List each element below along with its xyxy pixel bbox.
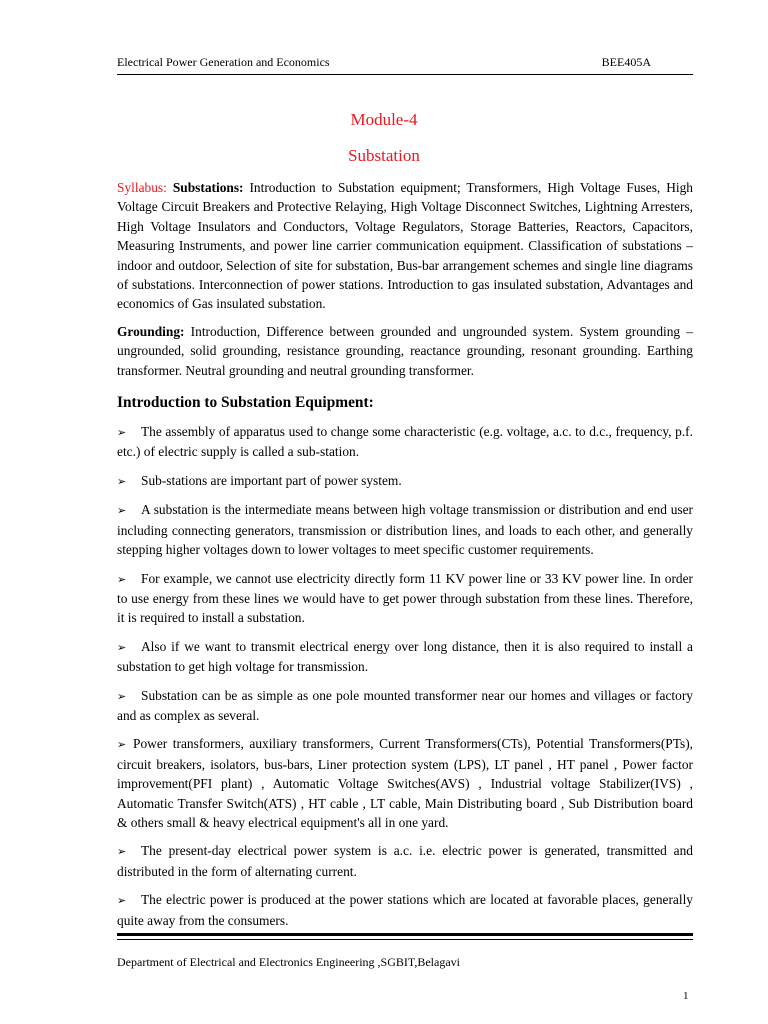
bullet-item <box>117 890 693 930</box>
bullet-text: A substation is the intermediate means between high voltage transmission or distribution and end user including connecting generators, transmission or distribution lines, and loads to each other, and generally stepping higher voltages down to lower voltages to meet specific customer requirements. <box>117 502 693 558</box>
syllabus-label: Syllabus: <box>117 180 167 195</box>
arrow-bullet-icon: ➢ <box>117 426 127 440</box>
arrow-bullet-icon: ➢ <box>117 845 127 859</box>
bullet-text: Substation can be as simple as one pole mounted transformer near our homes and villages or factory and as complex as several. <box>117 687 693 723</box>
page-header <box>117 55 693 72</box>
bullet-item <box>117 422 693 462</box>
topic-title: Substation <box>348 146 420 165</box>
arrow-bullet-icon: ➢ <box>117 894 127 908</box>
bullet-text: Also if we want to transmit electrical energy over long distance, then it is also required to install a substation to get high voltage for transmission. <box>117 638 693 675</box>
bullet-text: For example, we cannot use electricity directly form 11 KV power line or 33 KV power line. In order to use energy from these lines we would have to get power through substation from these lines. Therefore, it is required to install a substation. <box>117 570 693 626</box>
grounding-text: Introduction, Difference between grounded and ungrounded system. System grounding – ungrounded, solid grounding, resistance grounding, reactance grounding, resonant grounding. Earthing transformer. Neutral grounding and neutral grounding transformer. <box>117 323 693 378</box>
bullet-text: Sub-stations are important part of power system. <box>141 472 402 488</box>
arrow-bullet-icon: ➢ <box>117 738 127 752</box>
arrow-bullet-icon: ➢ <box>117 504 127 518</box>
course-code: BEE405A <box>601 55 651 69</box>
footer-department: Department of Electrical and Electronics Engineering ,SGBIT,Belagavi <box>117 955 460 969</box>
bullet-item <box>117 686 693 726</box>
syllabus-paragraph <box>117 178 693 314</box>
header-divider <box>117 74 693 75</box>
bullet-item <box>117 734 693 832</box>
footer-divider-thin <box>117 939 693 940</box>
arrow-bullet-icon: ➢ <box>117 689 127 703</box>
module-title: Module-4 <box>350 110 418 129</box>
arrow-bullet-icon: ➢ <box>117 572 127 586</box>
syllabus-heading: Substations: <box>172 180 244 195</box>
bullet-text: The present-day electrical power system is a.c. i.e. electric power is generated, transmitted and distributed in the form of alternating current. <box>117 843 693 879</box>
syllabus-text: Introduction to Substation equipment; Transformers, High Voltage Fuses, High Voltage Circuit Breakers and Protective Relaying, High Voltage Disconnect Switches, Lightning Arresters, High Voltage Insulators and Conductors, Voltage Regulators, Storage Batteries, Reactors, Capacitors, Measuring Instruments, and power line carrier communication equipment. Classification of substations – indoor and outdoor, Selection of site for substation, Bus-bar arrangement schemes and single line diagrams of substations. Interconnection of power stations. Introduction to gas insulated substation, Advantages and economics of Gas insulated substation. <box>117 180 693 312</box>
bullet-text: The electric power is produced at the power stations which are located at favorable places, generally quite away from the consumers. <box>117 892 693 928</box>
section-heading: Introduction to Substation Equipment: <box>117 394 374 412</box>
bullet-item <box>117 471 693 491</box>
bullet-text: The assembly of apparatus used to change some characteristic (e.g. voltage, a.c. to d.c., frequency, p.f. etc.) of electric supply is called a sub-station. <box>117 424 693 460</box>
bullet-item <box>117 500 693 559</box>
arrow-bullet-icon: ➢ <box>117 640 127 654</box>
grounding-paragraph <box>117 322 693 380</box>
bullet-item <box>117 569 693 628</box>
document-body <box>117 178 693 939</box>
bullet-text: Power transformers, auxiliary transformers, Current Transformers(CTs), Potential Transformers(PTs), circuit breakers, isolators, bus-bars, Liner protection system (LPS), LT panel , HT panel , Power factor improvement(PFI plant) , Automatic Voltage Switches(AVS) , Industrial voltage Stabilizer(IVS) , Automatic Transfer Switch(ATS) , HT cable , LT cable, Main Distributing board , Sub Distribution board & others small & heavy electrical equipment's all in one yard. <box>117 736 693 830</box>
bullet-item <box>117 841 693 881</box>
course-title: Electrical Power Generation and Economics <box>117 55 330 69</box>
page-number: 1 <box>683 990 689 1002</box>
arrow-bullet-icon: ➢ <box>117 474 127 488</box>
grounding-heading: Grounding: <box>117 323 185 339</box>
footer-divider-thick <box>117 933 693 936</box>
bullet-item <box>117 637 693 677</box>
